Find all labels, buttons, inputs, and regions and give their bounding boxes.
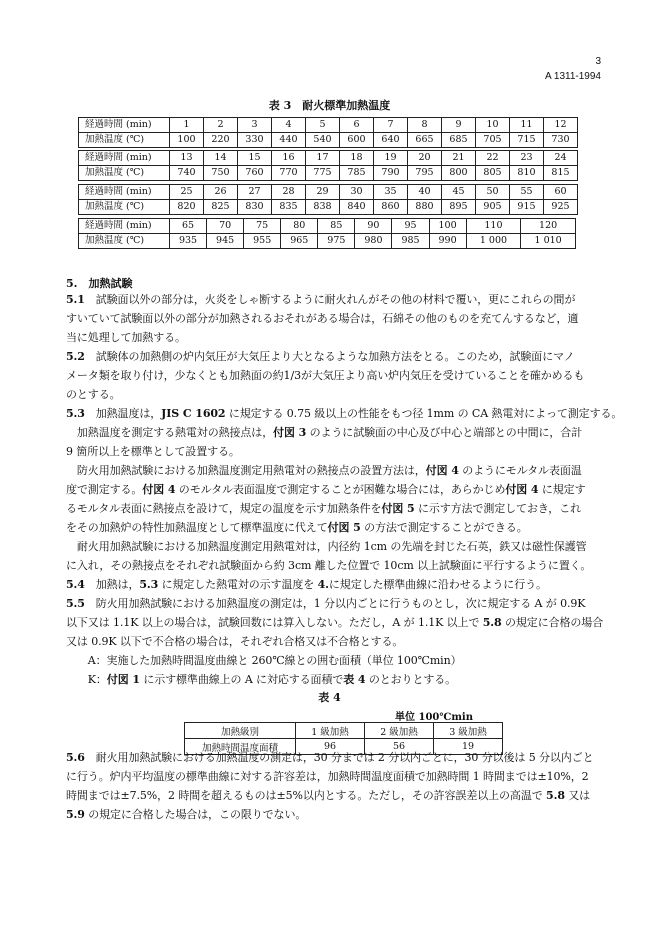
table3-cell: 14 <box>204 151 238 166</box>
paragraph-5-6 <box>66 748 594 824</box>
table3-cell: 980 <box>355 234 392 249</box>
table3-cell: 75 <box>244 219 281 234</box>
text-line: メータ類を取り付け，少なくとも加熱面の約1/3が大気圧より高い炉内気圧を受けていることを確かめるも <box>66 369 585 382</box>
text-line: 当に処理して加熱する。 <box>66 331 186 344</box>
table3-block <box>78 218 578 249</box>
table3-cell: 715 <box>510 133 544 148</box>
text-line: K：付図 1 に示す標準曲線上の A に対応する面積で表 4 のとおりとする。 <box>66 673 457 686</box>
table3-cell: 838 <box>306 200 340 215</box>
table3-cell: 880 <box>408 200 442 215</box>
table3-cell: 730 <box>544 133 578 148</box>
row-label: 経過時間 (min) <box>79 219 170 234</box>
table3-cell: 100 <box>170 133 204 148</box>
table3-cell: 740 <box>170 166 204 181</box>
table3-cell: 15 <box>238 151 272 166</box>
table3-row <box>79 185 578 200</box>
row-label: 加熱温度 (℃) <box>79 234 170 249</box>
table3-cell: 55 <box>510 185 544 200</box>
table3-cell: 985 <box>392 234 429 249</box>
table3-cell: 770 <box>272 166 306 181</box>
table3-block <box>78 184 578 215</box>
table3-cell: 805 <box>476 166 510 181</box>
table4-cell: 1 級加熱 <box>296 723 365 739</box>
text-line: 5.6 耐火用加熱試験における加熱温度の測定は，30 分までは 2 分以内ごとに，30 分以後は 5 分以内ごと <box>66 751 594 764</box>
table3-cell: 8 <box>408 118 442 133</box>
text-line: のとする。 <box>66 388 121 401</box>
table3-cell: 915 <box>510 200 544 215</box>
text-line: 5.9 の規定に合格した場合は，この限りでない。 <box>66 808 307 821</box>
row-label: 経過時間 (min) <box>79 185 170 200</box>
table3-cell: 22 <box>476 151 510 166</box>
section-heading: 5. 加熱試験 <box>66 277 133 290</box>
table3-cell: 685 <box>442 133 476 148</box>
table3-cell: 600 <box>340 133 374 148</box>
table3-cell: 800 <box>442 166 476 181</box>
table3-cell: 905 <box>476 200 510 215</box>
table3-cell: 220 <box>204 133 238 148</box>
table3-cell: 705 <box>476 133 510 148</box>
table3-row <box>79 200 578 215</box>
table3-cell: 10 <box>476 118 510 133</box>
table3-cell: 28 <box>272 185 306 200</box>
table3-cell: 895 <box>442 200 476 215</box>
table3-cell: 790 <box>374 166 408 181</box>
table3-cell: 24 <box>544 151 578 166</box>
row-label: 加熱温度 (℃) <box>79 133 170 148</box>
table3-row <box>79 166 578 181</box>
text-line: るモルタル表面に熱接点を設けて，規定の温度を示す加熱条件を付図 5 に示す方法で測定しておき，これ <box>66 502 582 515</box>
row-label: 経過時間 (min) <box>79 118 170 133</box>
table3-cell: 120 <box>521 219 576 234</box>
text-line: 又は 0.9K 以下で不合格の場合は，それぞれ合格又は不合格とする。 <box>66 635 404 648</box>
table3-cell: 1 010 <box>521 234 576 249</box>
table3-cell: 95 <box>392 219 429 234</box>
table3-cell: 23 <box>510 151 544 166</box>
text-line: に入れ，その熱接点をそれぞれ試験面から約 3cm 離した位置で 10cm 以上試験面に平行するように置く。 <box>66 559 592 572</box>
text-line: 9 箇所以上を標準として設置する。 <box>66 445 240 458</box>
table3-cell: 40 <box>408 185 442 200</box>
text-line: 以下又は 1.1K 以上の場合は，試験回数には算入しない。ただし，A が 1.1K 以上で 5.8 の規定に合格の場合 <box>66 616 604 629</box>
table3-cell: 935 <box>170 234 207 249</box>
table3-cell: 16 <box>272 151 306 166</box>
section-body <box>66 290 623 689</box>
table3-cell: 5 <box>306 118 340 133</box>
table3-cell: 440 <box>272 133 306 148</box>
table3-cell: 20 <box>408 151 442 166</box>
table3-cell: 330 <box>238 133 272 148</box>
text-line: 5.4 加熱は，5.3 に規定した熱電対の示す温度を 4.に規定した標準曲線に沿わせるように行う。 <box>66 578 547 591</box>
page-number: 3 <box>595 56 601 67</box>
table3-cell: 80 <box>281 219 318 234</box>
table3-cell: 975 <box>318 234 355 249</box>
table3-cell: 825 <box>204 200 238 215</box>
table4-header-row <box>185 723 503 739</box>
table3-cell: 2 <box>204 118 238 133</box>
table3-cell: 665 <box>408 133 442 148</box>
table3-cell: 110 <box>466 219 521 234</box>
table3-caption: 表 3 耐火標準加熱温度 <box>268 99 391 112</box>
row-label: 加熱温度 (℃) <box>79 200 170 215</box>
table3-cell: 795 <box>408 166 442 181</box>
table3-block <box>78 150 578 181</box>
table4-cell: 2 級加熱 <box>365 723 434 739</box>
table4-cell: 加熱時間温度面積 <box>185 739 296 755</box>
table3-row <box>79 234 578 249</box>
table3-cell: 540 <box>306 133 340 148</box>
table3-cell: 35 <box>374 185 408 200</box>
table3-cell: 90 <box>355 219 392 234</box>
text-line: 5.3 加熱温度は，JIS C 1602 に規定する 0.75 級以上の性能をもつ径 1mm の CA 熱電対によって測定する。 <box>66 407 623 420</box>
table3-cell: 100 <box>429 219 466 234</box>
table3-cell: 17 <box>306 151 340 166</box>
table4-cell: 19 <box>434 739 503 755</box>
table3-cell: 70 <box>207 219 244 234</box>
table3-cell: 85 <box>318 219 355 234</box>
table3-cell: 785 <box>340 166 374 181</box>
table3-cell: 6 <box>340 118 374 133</box>
table3-cell: 860 <box>374 200 408 215</box>
table3-cell: 945 <box>207 234 244 249</box>
table3-cell: 13 <box>170 151 204 166</box>
table3-cell: 815 <box>544 166 578 181</box>
table4-caption: 表 4 <box>318 691 341 704</box>
table3-cell: 750 <box>204 166 238 181</box>
table3-cell: 45 <box>442 185 476 200</box>
table3-cell: 9 <box>442 118 476 133</box>
table3-row <box>79 118 578 133</box>
table3-cell: 29 <box>306 185 340 200</box>
table3-cell: 830 <box>238 200 272 215</box>
text-line: 5.2 試験体の加熱側の炉内気圧が大気圧より大となるような加熱方法をとる。このため，試験面にマノ <box>66 350 575 363</box>
text-line: 時間までは±7.5%，2 時間を超えるものは±5%以内とする。ただし，その許容誤差以上の高温で 5.8 又は <box>66 789 591 802</box>
table3-cell: 955 <box>244 234 281 249</box>
table3-cell: 925 <box>544 200 578 215</box>
table3-cell: 65 <box>170 219 207 234</box>
table3-cell: 760 <box>238 166 272 181</box>
text-line: すいていて試験面以外の部分が加熱されるおそれがある場合は，石綿その他のものを充てんするなど，適 <box>66 312 579 325</box>
table4-cell: 加熱級別 <box>185 723 296 739</box>
table3-cell: 3 <box>238 118 272 133</box>
table3-row <box>79 133 578 148</box>
table3-row <box>79 151 578 166</box>
table3-cell: 840 <box>340 200 374 215</box>
table3-cell: 21 <box>442 151 476 166</box>
table3-cell: 1 000 <box>466 234 521 249</box>
table3-cell: 640 <box>374 133 408 148</box>
table3-cell: 1 <box>170 118 204 133</box>
table3-cell: 11 <box>510 118 544 133</box>
table3-cell: 18 <box>340 151 374 166</box>
table3-block <box>78 117 578 148</box>
standard-number: A 1311-1994 <box>545 71 601 82</box>
row-label: 経過時間 (min) <box>79 151 170 166</box>
table3-row <box>79 219 578 234</box>
text-line: 加熱温度を測定する熱電対の熱接点は，付図 3 のように試験面の中心及び中心と端部との中間に，合計 <box>66 426 583 439</box>
row-label: 加熱温度 (℃) <box>79 166 170 181</box>
table3-cell: 4 <box>272 118 306 133</box>
table3-cell: 810 <box>510 166 544 181</box>
table3-cell: 25 <box>170 185 204 200</box>
text-line: に行う。炉内平均温度の標準曲線に対する許容差は，加熱時間温度面積で加熱時間 1 時間までは±10%，2 <box>66 770 589 783</box>
text-line: A：実施した加熱時間温度曲線と 260℃線との囲む面積（単位 100℃min） <box>66 654 462 667</box>
table3-cell: 50 <box>476 185 510 200</box>
table3-cell: 820 <box>170 200 204 215</box>
table3-cell: 12 <box>544 118 578 133</box>
table4-cell: 96 <box>296 739 365 755</box>
table3-cell: 60 <box>544 185 578 200</box>
table3-cell: 7 <box>374 118 408 133</box>
table3-cell: 19 <box>374 151 408 166</box>
text-line: 5.1 試験面以外の部分は，火炎をしゃ断するように耐火れんがその他の材料で覆い，更にこれらの間が <box>66 293 576 306</box>
table3-cell: 965 <box>281 234 318 249</box>
table3-cell: 775 <box>306 166 340 181</box>
text-line: 防火用加熱試験における加熱温度測定用熱電対の熱接点の設置方法は，付図 4 のようにモルタル表面温 <box>66 464 582 477</box>
table3-cell: 835 <box>272 200 306 215</box>
text-line: 度で測定する。付図 4 のモルタル表面温度で測定することが困難な場合には，あらかじめ付図 4 に規定す <box>66 483 586 496</box>
text-line: 耐火用加熱試験における加熱温度測定用熱電対は，内径約 1cm の先端を封じた石英，鉄又は磁性保護管 <box>66 540 587 553</box>
table3-cell: 30 <box>340 185 374 200</box>
text-line: 5.5 防火用加熱試験における加熱温度の測定は，1 分以内ごとに行うものとし，次に規定する A が 0.9K <box>66 597 586 610</box>
table3-cell: 27 <box>238 185 272 200</box>
table4-cell: 56 <box>365 739 434 755</box>
table3-cell: 26 <box>204 185 238 200</box>
table4-cell: 3 級加熱 <box>434 723 503 739</box>
table4-unit: 単位 100℃min <box>395 712 473 723</box>
table3-cell: 990 <box>429 234 466 249</box>
text-line: をその加熱炉の特性加熱温度として標準温度に代えて付図 5 の方法で測定することができる。 <box>66 521 528 534</box>
